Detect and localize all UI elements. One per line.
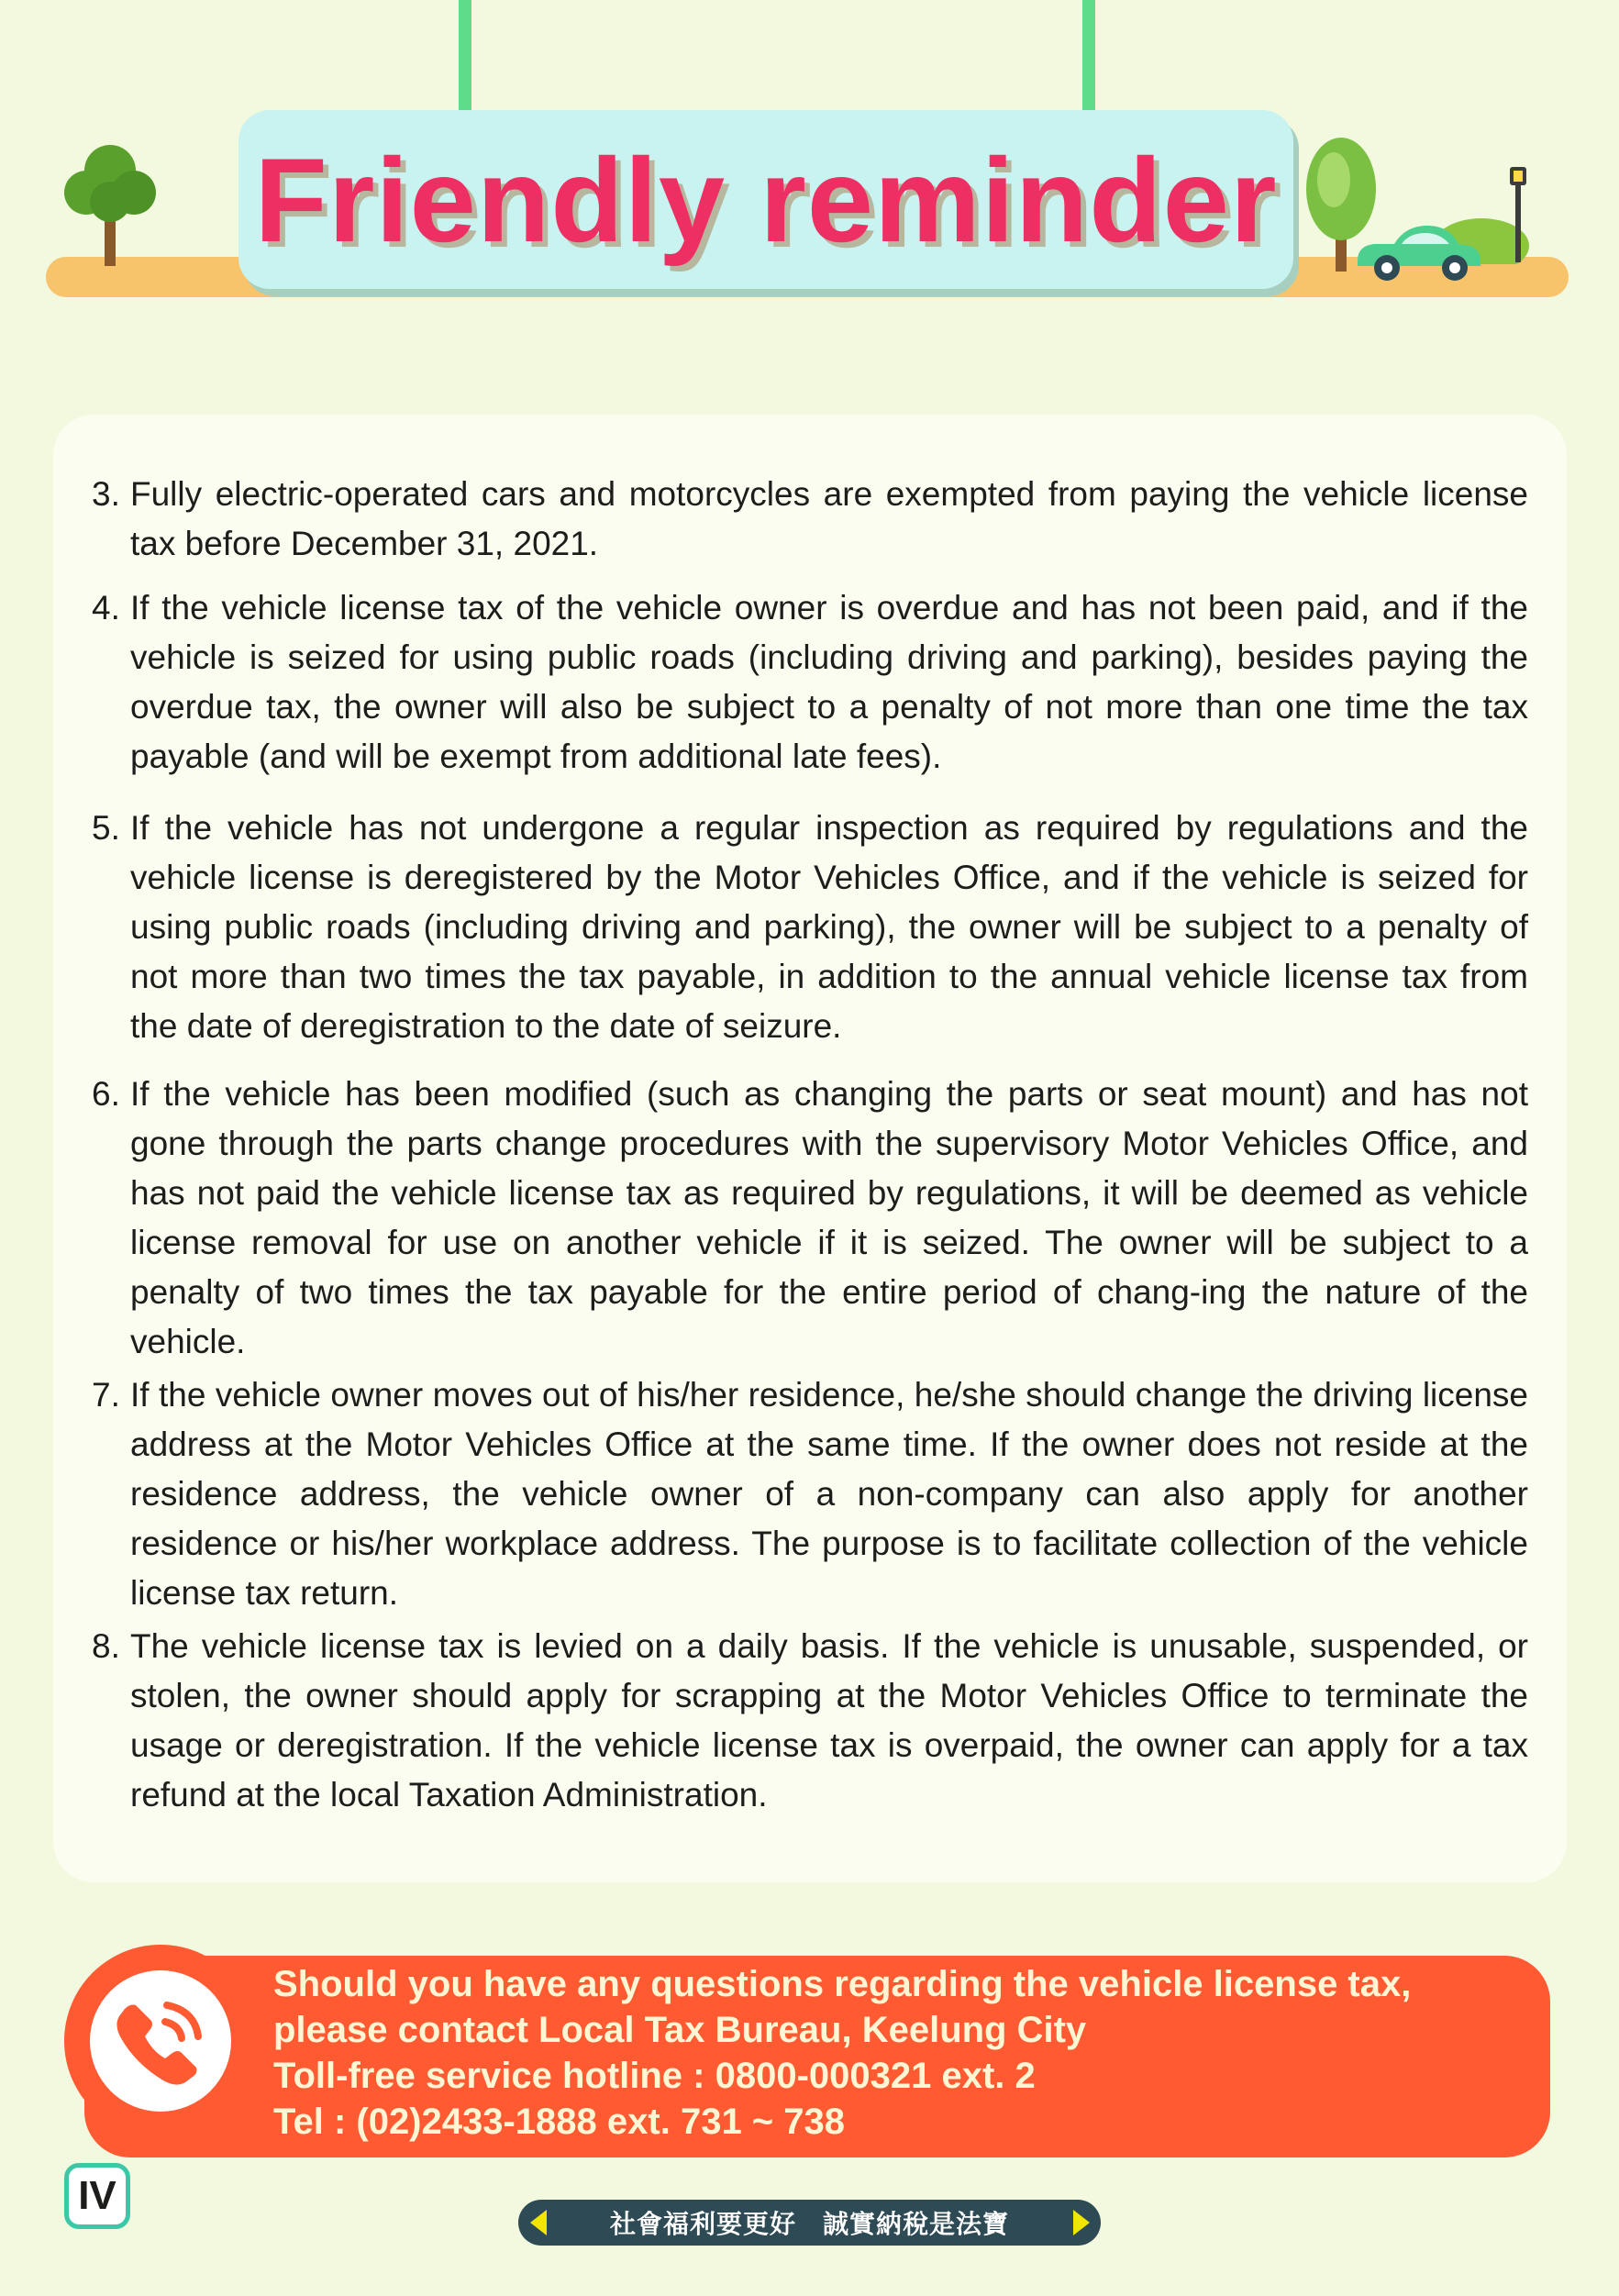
hanging-string-left [459,0,471,124]
reminder-list [92,470,1528,1820]
hanging-string-right [1082,0,1095,124]
page-title: Friendly reminder [254,132,1278,267]
list-item [92,1370,1528,1618]
item-number: 8. [92,1627,120,1665]
item-text: If the vehicle has been modified (such as changing the parts or seat mount) and has not gone through the parts change procedures with the supervisory Motor Vehicles Office, and has not paid the vehicle license tax as required by regulations, it will be deemed as vehicle license removal for use on another vehicle if it is seized. The owner will be subject to a penalty of two times the tax payable for the entire period of chang-ing the nature of the vehicle. [130,1075,1528,1360]
street-lamp-icon [1504,161,1532,262]
item-text: Fully electric-operated cars and motorcycles are exempted from paying the vehicle license tax before December 31, 2021. [130,475,1528,562]
contact-line-tel: Tel : (02)2433-1888 ext. 731 ~ 738 [273,2102,846,2142]
phone-icon [108,1987,215,2093]
title-board [238,110,1293,289]
contact-line-question: Should you have any questions regarding the vehicle license tax, [273,1964,1412,2004]
contact-line-hotline: Toll-free service hotline : 0800-000321 ext. 2 [273,2056,1036,2096]
item-number: 6. [92,1075,120,1113]
list-item [92,470,1528,569]
list-item [92,1622,1528,1820]
list-item [92,583,1528,782]
item-number: 3. [92,475,120,513]
item-text: If the vehicle has not undergone a regular inspection as required by regulations and the vehicle license is deregistered by the Motor Vehicles Office, and if the vehicle is seized for using public roads (including driving and parking), the owner will be subject to a penalty of not more than two times the tax payable, in addition to the annual vehicle license tax from the date of deregistration to the date of seizure. [130,809,1528,1045]
list-item [92,1070,1528,1367]
item-text: The vehicle license tax is levied on a daily basis. If the vehicle is unusable, suspended, or stolen, the owner should apply for scrapping at the Motor Vehicles Office to terminate the usage or deregistration. If the vehicle license tax is overpaid, the owner can apply for a tax refund at the local Taxation Administration. [130,1627,1528,1814]
car-icon [1348,213,1486,286]
item-number: 5. [92,809,120,847]
item-number: 4. [92,589,120,627]
item-text: If the vehicle license tax of the vehicle owner is overdue and has not been paid, and if the vehicle is seized for using public roads (including driving and parking), besides paying the overdue tax, the owner will also be subject to a penalty of not more than one time the tax payable (and will be exempt from additional late fees). [130,589,1528,775]
slogan-text: 社會福利要更好 誠實納稅是法寶 [609,2209,1009,2239]
slogan-bar [518,2200,1101,2246]
tree-icon [61,138,160,266]
contact-info [273,1961,1539,2145]
arrow-left-icon [530,2210,547,2235]
contact-line-bureau: please contact Local Tax Bureau, Keelung City [273,2010,1087,2050]
arrow-right-icon [1073,2210,1090,2235]
item-text: If the vehicle owner moves out of his/her residence, he/she should change the driving license address at the Motor Vehicles Office at the same time. If the owner does not reside at the residence address, the vehicle owner of a non-company can also apply for another residence or his/her workplace address. The purpose is to facilitate collection of the vehicle license tax return. [130,1376,1528,1612]
item-number: 7. [92,1376,120,1414]
list-item [92,804,1528,1051]
page-number: IV [64,2163,130,2229]
